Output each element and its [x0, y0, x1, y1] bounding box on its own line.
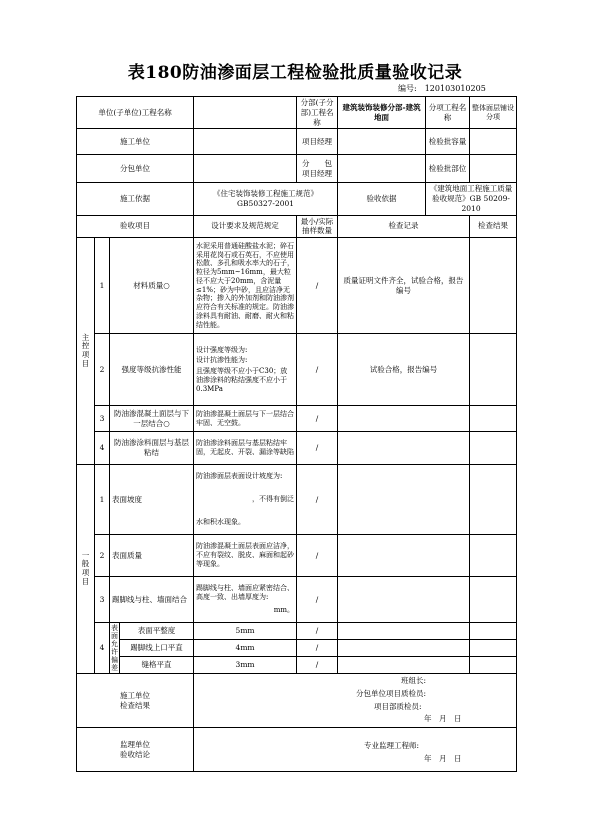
main-item-1-result[interactable]	[470, 238, 517, 334]
gen-item-4-sub1-name: 表面平整度	[120, 623, 194, 640]
basis-label: 施工依据	[77, 183, 194, 215]
main-item-1-req: 水泥采用普通硅酸盐水泥；碎石采用花岗石或石英石，不应使用松散、多孔和吸水率大的石子，粒径为5mm~16mm，最大粒径不应大于20mm，含泥量≤1%；砂为中砂，且应洁净无杂物；掺入的外加剂和防油渗剂应符合有关标准的规定。防油渗涂料具有耐油、耐磨、耐火和粘结性能。	[194, 238, 297, 334]
main-item-4-name: 防油渗涂料面层与基层粘结	[110, 432, 194, 465]
batch-location-label: 检验批部位	[426, 155, 470, 183]
main-item-2-req-line3: 且强度等级不应小于C30；放油渗涂料的粘结强度不应小于0.3MPa	[196, 367, 288, 393]
construction-check-signatures	[194, 674, 517, 728]
col-design: 设计要求及规范规定	[194, 215, 297, 238]
main-item-2-sample: /	[297, 334, 338, 406]
subitem-value: 整体面层铺设分项	[470, 97, 517, 129]
quality-inspector-label: 项目部质检员:	[374, 701, 422, 711]
gen-item-3-record[interactable]	[338, 577, 470, 623]
project-manager-label: 项目经理	[297, 129, 338, 155]
construction-check-label: 施工单位 检查结果	[77, 674, 194, 728]
supervision-signatures	[194, 728, 517, 772]
main-item-1-no: 1	[95, 238, 110, 334]
gen-item-4-sub2-record[interactable]	[338, 640, 470, 657]
sub-quality-inspector-label: 分包单位项目质检员:	[356, 688, 427, 698]
subcontract-unit-value[interactable]	[194, 155, 297, 183]
gen-item-4-no: 4	[95, 623, 110, 674]
gen-item-1-req-line3: 水和积水现象。	[196, 517, 246, 526]
col-item: 验收项目	[77, 215, 194, 238]
sub-pm-value[interactable]	[338, 155, 426, 183]
gen-item-3-name: 踢脚线与柱、墙面结合	[110, 577, 194, 623]
gen-item-4-sub2-req: 4mm	[194, 640, 297, 657]
construction-unit-label: 施工单位	[77, 129, 194, 155]
main-item-2-record: 试验合格，报告编号	[338, 334, 470, 406]
project-manager-value[interactable]	[338, 129, 426, 155]
gen-item-2-req: 防油渗混凝土面层表面应洁净，不应有裂纹、脱皮、麻面和起砂等现象。	[194, 535, 297, 577]
gen-item-4-sub3-sample: /	[297, 657, 338, 674]
main-item-2-result[interactable]	[470, 334, 517, 406]
gen-item-4-sub2-name: 踢脚线上口平直	[120, 640, 194, 657]
gen-item-4-sub3-name: 缝格平直	[120, 657, 194, 674]
batch-capacity-label: 检验批容量	[426, 129, 470, 155]
gen-item-4-sub2-result[interactable]	[470, 640, 517, 657]
page-title: 表180防油渗面层工程检验批质量验收记录	[127, 63, 463, 83]
batch-capacity-value[interactable]	[470, 129, 517, 155]
gen-item-4-sub1-record[interactable]	[338, 623, 470, 640]
main-item-3-result[interactable]	[470, 406, 517, 432]
gen-item-3-req-line2: mm。	[273, 605, 295, 614]
batch-location-value[interactable]	[470, 155, 517, 183]
gen-item-2-record[interactable]	[338, 535, 470, 577]
gen-item-2-no: 2	[95, 535, 110, 577]
main-item-4-result[interactable]	[470, 432, 517, 465]
gen-item-4-sub3-req: 3mm	[194, 657, 297, 674]
main-item-2-req-line1: 设计强度等级为:	[196, 345, 248, 354]
unit-project-value[interactable]	[194, 97, 297, 129]
code-value: 120103010205	[424, 84, 486, 93]
gen-item-1-sample: /	[297, 465, 338, 535]
gen-item-2-sample: /	[297, 535, 338, 577]
gen-item-3-sample: /	[297, 577, 338, 623]
gen-item-3-result[interactable]	[470, 577, 517, 623]
gen-item-3-req	[194, 577, 297, 623]
main-item-3-record[interactable]	[338, 406, 470, 432]
main-item-3-no: 3	[95, 406, 110, 432]
main-group-label: 主 控 项 目	[77, 238, 95, 465]
main-item-2-name: 强度等级抗渗性能	[110, 334, 194, 406]
subitem-label: 分项工程名称	[426, 97, 470, 129]
main-item-2-req	[194, 334, 297, 406]
gen-item-1-result[interactable]	[470, 465, 517, 535]
gen-item-4-group: 表 面 允 许 偏 差	[111, 623, 118, 673]
gen-item-2-result[interactable]	[470, 535, 517, 577]
sub-pm-label: 分 包 项目经理	[297, 155, 338, 183]
main-item-1-record: 质量证明文件齐全，试验合格，报告编号	[338, 238, 470, 334]
col-record: 检查记录	[338, 215, 470, 238]
gen-item-3-req-line1: 踢脚线与柱、墙面应紧密结合、高度一致、出墙厚度为:	[196, 584, 295, 602]
construction-unit-value[interactable]	[194, 129, 297, 155]
code-label: 编号:	[398, 84, 417, 93]
inspection-record-table	[76, 96, 517, 772]
main-item-4-record[interactable]	[338, 432, 470, 465]
supervisor-label: 专业监理工程师:	[364, 740, 420, 750]
main-item-4-req: 防油渗涂料面层与基层粘结牢固，无起皮、开裂、漏涂等缺陷	[194, 432, 297, 465]
record-code	[398, 83, 486, 94]
basis-value: 《住宅装饰装修工程施工规范》GB50327-2001	[194, 183, 338, 215]
subdivision-value: 建筑装饰装修分部-建筑地面	[338, 97, 426, 129]
col-sample: 最小/实际抽样数量	[297, 215, 338, 238]
main-item-1-sample: /	[297, 238, 338, 334]
gen-item-1-req-line2: ，不得有倒泛	[252, 495, 295, 504]
gen-item-1-record[interactable]	[338, 465, 470, 535]
supervision-label: 监理单位 验收结论	[77, 728, 194, 772]
gen-item-4-sub1-req: 5mm	[194, 623, 297, 640]
main-item-4-sample: /	[297, 432, 338, 465]
main-item-2-req-line2: 设计抗渗性能为:	[196, 356, 248, 365]
gen-item-1-req	[194, 465, 297, 535]
col-result: 检查结果	[470, 215, 517, 238]
gen-item-4-sub1-sample: /	[297, 623, 338, 640]
gen-item-4-sub3-result[interactable]	[470, 657, 517, 674]
team-leader-label: 班组长:	[401, 676, 427, 685]
acceptance-basis-value: 《建筑地面工程施工质量验收规范》GB 50209-2010	[426, 183, 517, 215]
subcontract-unit-label: 分包单位	[77, 155, 194, 183]
unit-project-label: 单位(子单位)工程名称	[77, 97, 194, 129]
supervision-date: 年 月 日	[424, 753, 462, 763]
main-item-1-name: 材料质量○	[110, 238, 194, 334]
general-group-label: 一 般 项 目	[77, 465, 95, 674]
main-item-4-no: 4	[95, 432, 110, 465]
gen-item-2-name: 表面质量	[110, 535, 194, 577]
gen-item-1-no: 1	[95, 465, 110, 535]
gen-item-4-sub3-record[interactable]	[338, 657, 470, 674]
main-item-2-no: 2	[95, 334, 110, 406]
gen-item-1-name: 表面坡度	[110, 465, 194, 535]
gen-item-3-no: 3	[95, 577, 110, 623]
construction-date: 年 月 日	[424, 714, 462, 724]
main-item-3-req: 防油渗混凝土面层与下一层结合牢固、无空鼓。	[194, 406, 297, 432]
subdivision-label: 分部(子分部)工程名称	[297, 97, 338, 129]
main-item-3-sample: /	[297, 406, 338, 432]
main-item-3-name: 防油渗混凝土面层与下一层结合○	[110, 406, 194, 432]
gen-item-1-req-line1: 防油渗面层表面设计坡度为:	[196, 472, 283, 481]
acceptance-basis-label: 验收依据	[338, 183, 426, 215]
gen-item-4-sub1-result[interactable]	[470, 623, 517, 640]
gen-item-4-sub2-sample: /	[297, 640, 338, 657]
